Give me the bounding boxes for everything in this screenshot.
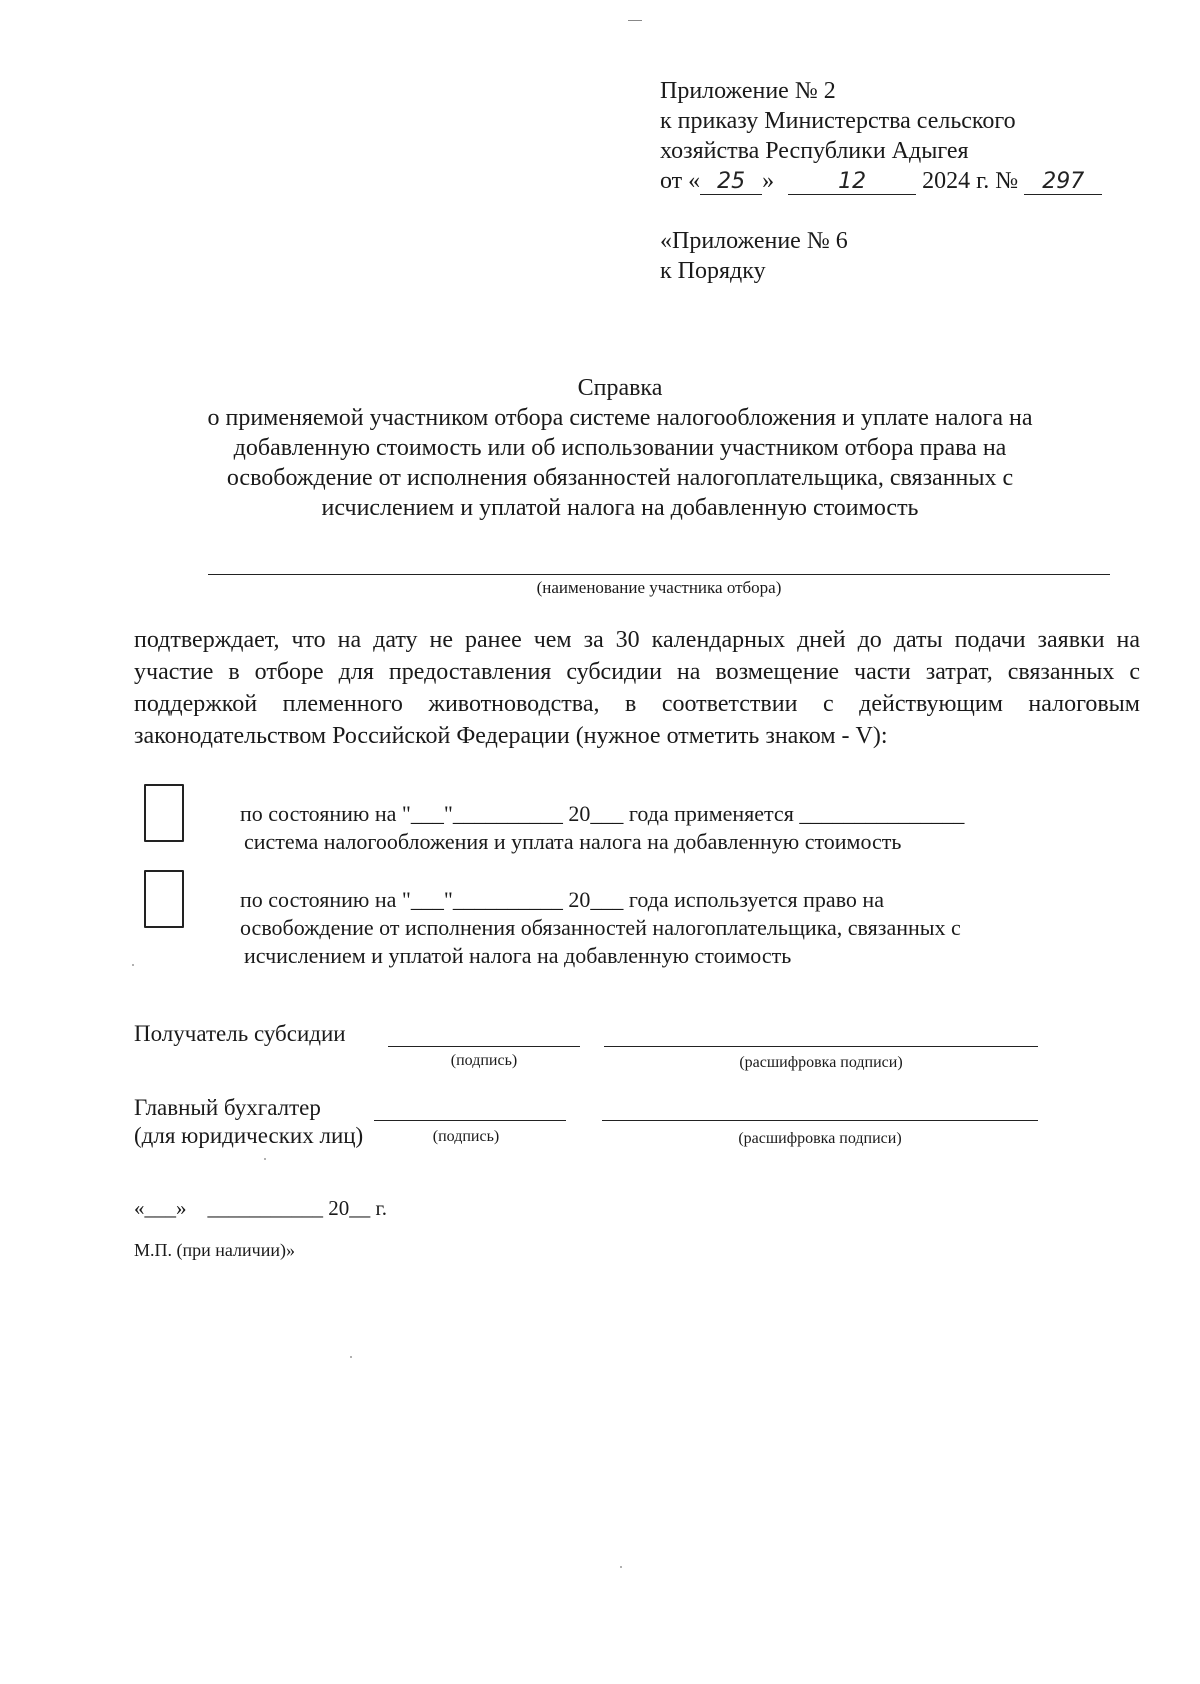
body-paragraph <box>134 624 1140 752</box>
body-line-2: участие в отборе для предоставления субсидии на возмещение части затрат, связанных с <box>134 659 1140 685</box>
title-line-2: добавленную стоимость или об использовании участником отбора права на <box>233 435 1007 461</box>
date-prefix: от « <box>660 168 701 194</box>
order-number-handwritten: 297 <box>1042 169 1085 194</box>
accountant-signature-field[interactable] <box>374 1120 566 1121</box>
recipient-signature-field[interactable] <box>388 1046 580 1047</box>
appendix-line-3: хозяйства Республики Адыгея <box>660 138 969 164</box>
title-line-1: о применяемой участником отбора системе налогообложения и уплате налога на <box>207 405 1033 431</box>
body-line-4: законодательством Российской Федерации (нужное отметить знаком - V): <box>134 723 888 749</box>
option-2-line-2: освобождение от исполнения обязанностей налогоплательщика, связанных с <box>240 915 961 940</box>
option-2-checkbox[interactable] <box>144 870 184 928</box>
date-mid: » <box>762 168 775 194</box>
title-line-4: исчислением и уплатой налога на добавленную стоимость <box>321 495 919 521</box>
scan-speck <box>132 964 134 966</box>
option-2-line-1: по состоянию на "___"__________ 20___ года используется право на <box>240 887 884 912</box>
date-month-handwritten: 12 <box>838 169 867 194</box>
accountant-label-1: Главный бухгалтер <box>134 1095 321 1120</box>
recipient-decode-caption: (расшифровка подписи) <box>739 1054 903 1071</box>
accountant-decode-caption: (расшифровка подписи) <box>738 1130 902 1147</box>
order-number-field <box>1024 169 1102 195</box>
appendix-header <box>660 76 1102 196</box>
order-appendix-line-1: «Приложение № 6 <box>660 228 848 254</box>
option-1-checkbox[interactable] <box>144 784 184 842</box>
accountant-decode-field[interactable] <box>602 1120 1038 1121</box>
appendix-line-2: к приказу Министерства сельского <box>660 108 1016 134</box>
recipient-decode-field[interactable] <box>604 1046 1038 1047</box>
order-appendix <box>660 226 848 286</box>
participant-name-field[interactable] <box>208 574 1110 575</box>
accountant-label-2: (для юридических лиц) <box>134 1123 364 1148</box>
title-heading: Справка <box>577 375 663 401</box>
scan-speck <box>264 1158 266 1160</box>
date-year: 2024 г. № <box>922 168 1019 194</box>
date-month-field <box>788 169 916 195</box>
option-2-text <box>240 886 961 970</box>
recipient-signature-caption: (подпись) <box>450 1052 518 1069</box>
option-2-line-3: исчислением и уплатой налога на добавленную стоимость <box>244 943 792 968</box>
option-1-line-2: система налогообложения и уплата налога на добавленную стоимость <box>244 829 902 854</box>
scan-mark <box>628 20 642 21</box>
document-title <box>150 373 1090 523</box>
title-line-3: освобождение от исполнения обязанностей налогоплательщика, связанных с <box>226 465 1014 491</box>
option-1-line-1: по состоянию на "___"__________ 20___ года применяется _______________ <box>240 801 965 826</box>
appendix-date-line <box>660 166 1102 196</box>
option-1-text <box>240 800 964 856</box>
date-day-field <box>700 169 762 195</box>
body-line-3: поддержкой племенного животноводства, в соответствии с действующим налоговым <box>134 691 1140 717</box>
order-appendix-line-2: к Порядку <box>660 258 766 284</box>
accountant-signature-caption: (подпись) <box>432 1128 500 1145</box>
recipient-label: Получатель субсидии <box>134 1021 346 1046</box>
body-line-1: подтверждает, что на дату не ранее чем за 30 календарных дней до даты подачи заявки на <box>134 627 1140 653</box>
participant-name-caption: (наименование участника отбора) <box>536 578 782 597</box>
appendix-line-1: Приложение № 2 <box>660 78 836 104</box>
scan-speck <box>350 1356 352 1358</box>
footer-date-line: «___» ___________ 20__ г. <box>134 1196 387 1220</box>
date-day-handwritten: 25 <box>717 169 746 194</box>
scan-speck <box>620 1566 622 1568</box>
stamp-note: М.П. (при наличии)» <box>134 1240 295 1260</box>
